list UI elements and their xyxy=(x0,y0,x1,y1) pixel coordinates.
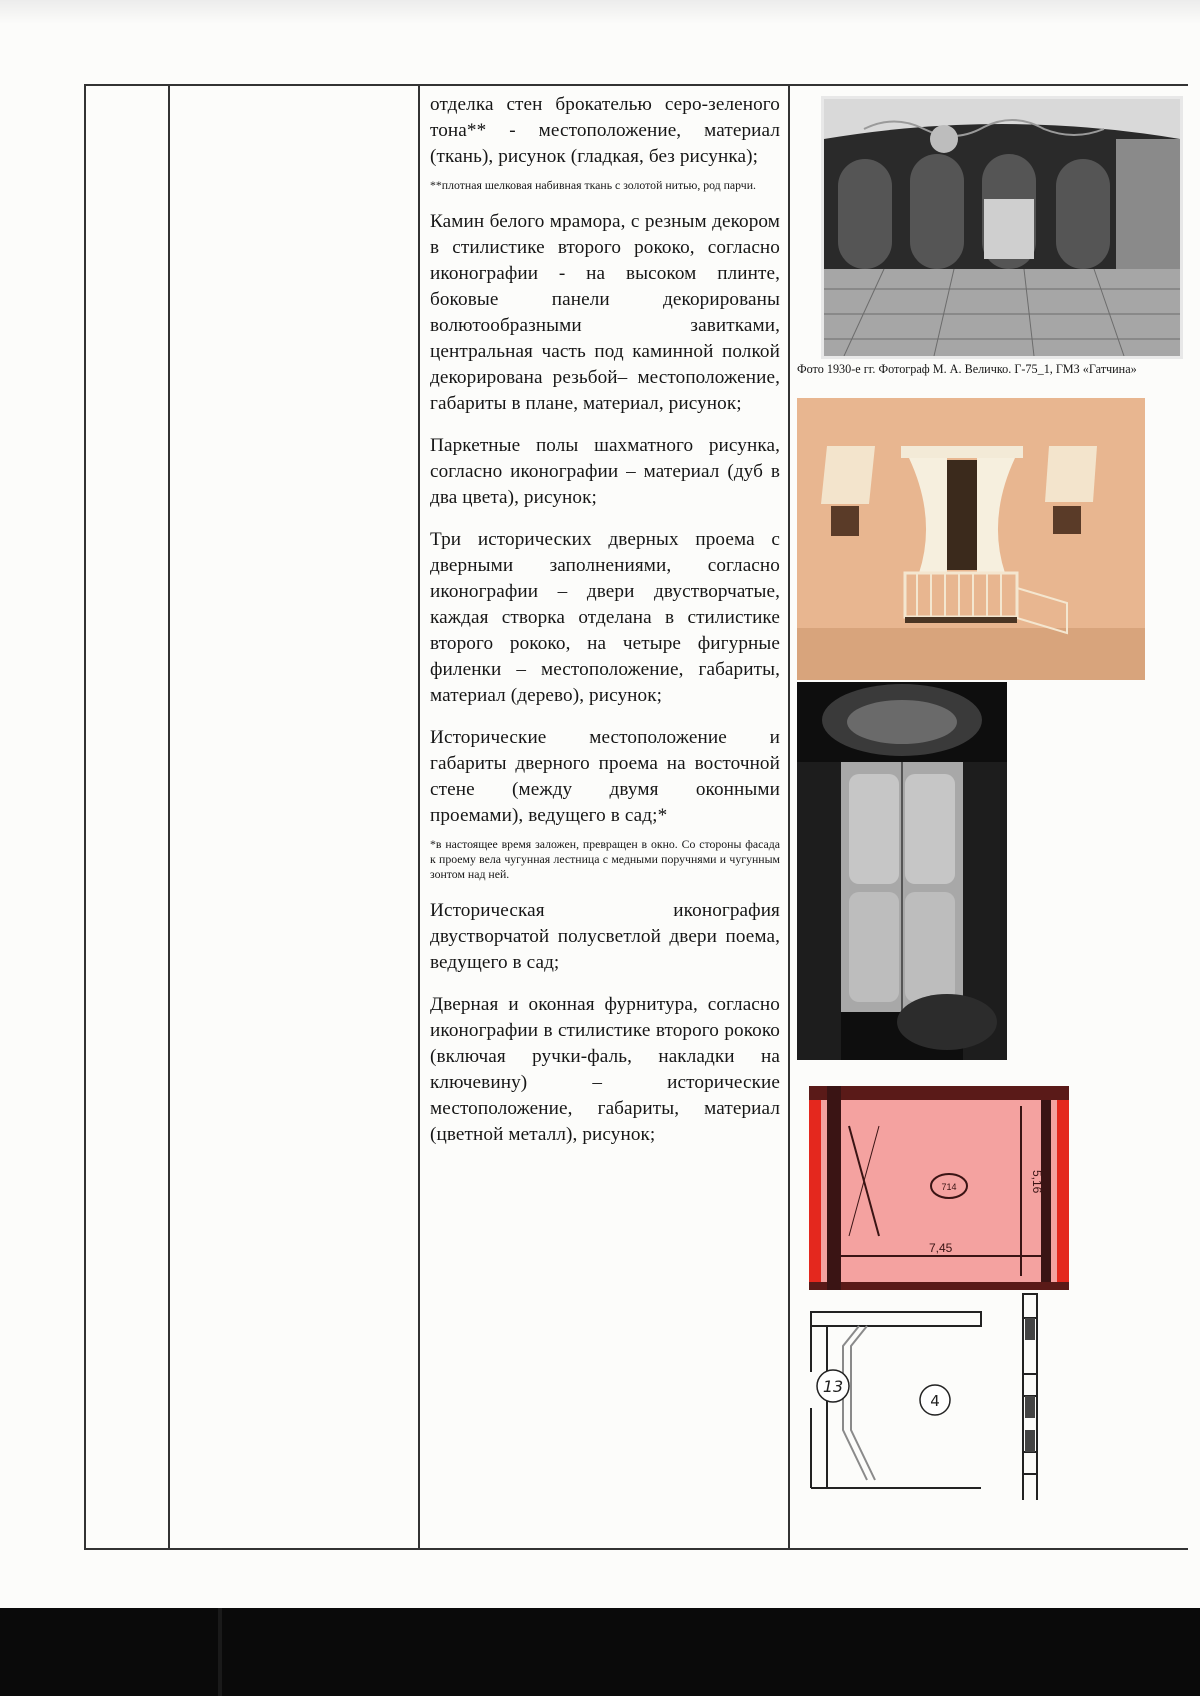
scan-fold xyxy=(218,1608,222,1696)
paragraph-wall-finish: отделка стен брокателью серо-зеленого тона** - местоположение, материал (ткань), рисунок (гладкая, без рисунка); xyxy=(430,94,780,167)
room-plan-highlight xyxy=(809,1086,1069,1296)
description-column xyxy=(430,92,780,1164)
col-divider-1 xyxy=(84,84,86,1548)
col-divider-4 xyxy=(788,84,790,1548)
plan2-room-number: 4 xyxy=(930,1392,940,1410)
photo-caption: Фото 1930-е гг. Фотограф М. А. Величко. Г-75_1, ГМЗ «Гатчина» xyxy=(797,362,1137,376)
table-top-border xyxy=(84,84,1188,86)
plan1-dim-horizontal: 7,45 xyxy=(929,1241,953,1255)
historic-interior-photo xyxy=(821,96,1183,359)
footnote-brocatelle: **плотная шелковая набивная ткань с золотой нитью, род парчи. xyxy=(430,178,756,192)
plan2-circle-label: 13 xyxy=(822,1377,844,1396)
floor-plan-drawing xyxy=(797,1290,1187,1528)
paragraph-garden-door: Историческая иконография двустворчатой полусветлой двери поема, ведущего в сад; xyxy=(430,900,780,973)
paragraph-east-door: Исторические местоположение и габариты дверного проема на восточной стене (между двумя оконными проемами), ведущего в сад;* xyxy=(430,727,780,826)
watercolor-sketch-image xyxy=(797,398,1145,680)
paragraph-hardware: Дверная и оконная фурнитура, согласно иконографии в стилистике второго рококо (включая ручки-фаль, накладки на ключевину) – исторические местоположение, габариты, материал (цветной металл), рисунок; xyxy=(430,994,780,1145)
plan1-dim-vertical: 5,16 xyxy=(1030,1170,1044,1194)
scan-edge xyxy=(0,0,1200,24)
paragraph-parquet: Паркетные полы шахматного рисунка, согласно иконографии – материал (дуб в два цвета), рисунок; xyxy=(430,435,780,508)
door-photo xyxy=(797,682,1007,1060)
scan-bottom-band xyxy=(0,1608,1200,1696)
col-divider-3 xyxy=(418,84,420,1548)
footnote-walled-door: *в настоящее время заложен, превращен в окно. Со стороны фасада к проему вела чугунная лестница с медными поручнями и чугунным зонтом над ней. xyxy=(430,837,780,881)
paragraph-doors: Три исторических дверных проема с дверными заполнениями, согласно иконографии – двери двустворчатые, каждая створка отделана в стилистике второго рококо, на четыре фигурные филенки – местоположение, габариты, материал (дерево), рисунок; xyxy=(430,529,780,706)
col-divider-2 xyxy=(168,84,170,1548)
paragraph-fireplace: Камин белого мрамора, с резным декором в стилистике второго рококо, согласно иконографии - на высоком плинте, боковые панели декорированы волютообразными завитками, центральная часть под каминной полкой декорирована резьбой– местоположение, габариты в плане, материал, рисунок; xyxy=(430,211,780,414)
table-bottom-line xyxy=(84,1548,1188,1550)
plan1-room-tag: 714 xyxy=(941,1182,957,1192)
